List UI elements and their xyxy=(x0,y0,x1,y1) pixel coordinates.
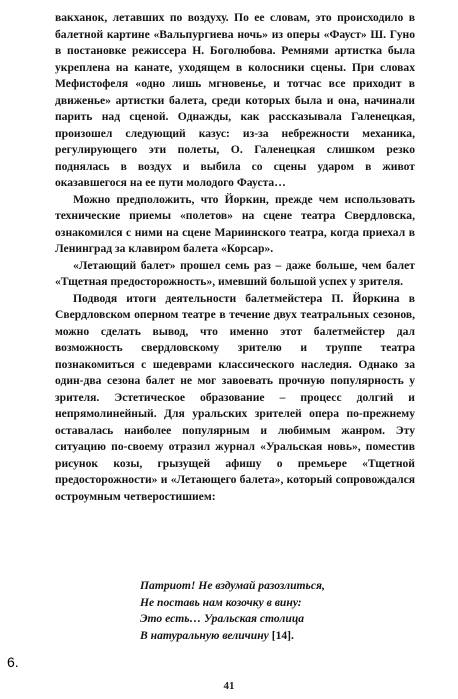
body-text xyxy=(55,10,415,505)
paragraph-3: «Летающий балет» прошел семь раз – даже больше, чем балет «Тщетная предосторожность», имевший большой успех у зрителя. xyxy=(55,258,415,288)
paragraph-1: вакханок, летавших по воздуху. По ее словам, это происходило в балетной картине «Вальпургиева ночь» из оперы «Фауст» Ш. Гуно в постановке режиссера Н. Боголюбова. Ремнями артистка была укреплена на канате, уходящем в колосники сцены. При словах Мефистофеля «одно лишь мгновенье, и тотчас все приходит в движенье» артистки балета, среди которых была и она, начинали парить над сценой. Однажды, как рассказывала Галенецкая, произошел следующий казус: из-за небрежности механика, регулирующего эти полеты, О. Галенецкая слишком резко поднялась в воздух и выбила со сцены ударом в живот оказавшегося на ее пути молодого Фауста… xyxy=(55,11,415,189)
side-label: 6. xyxy=(7,654,19,670)
poem-line-3: Это есть… Уральская столица xyxy=(140,612,305,625)
poem-line-4 xyxy=(140,628,430,645)
poem-line-4-text: В натуральную величину xyxy=(140,628,269,642)
page-number: 41 xyxy=(223,680,235,692)
paragraph-2: Можно предположить, что Йоркин, прежде чем использовать технические приемы «полетов» на сцене театра Свердловска, ознакомился с ними на сцене Мариинского театра, когда приехал в Ленинград за клавиром балета «Корсар». xyxy=(55,192,415,255)
poem-line-2: Не поставь нам козочку в вину: xyxy=(140,595,302,609)
quatrain xyxy=(140,578,430,644)
poem-line-1: Патриот! Не вздумай разозлиться, xyxy=(140,579,325,592)
paragraph-4: Подводя итоги деятельности балетмейстера П. Йоркина в Свердловском оперном театре в течение двух театральных сезонов, можно сделать вывод, что именно этот балетмейстер дал возможность свердловскому зрителю и труппе театра познакомиться с шедеврами классического наследия. Однако за один-два сезона балет не мог завоевать прочную популярность у зрителя. Эстетическое образование – процесс долгий и непрямолинейный. Для уральских зрителей опера по-прежнему оставалась наиболее популярным и любимым жанром. Эту ситуацию по-своему отразил журнал «Уральская новь», поместив рисунок козы, грызущей афишу о премьере «Тщетной предосторожности» и «Летающего балета», который сопровождался остроумным четверостишием: xyxy=(55,291,415,503)
poem-citation: [14]. xyxy=(271,628,294,642)
